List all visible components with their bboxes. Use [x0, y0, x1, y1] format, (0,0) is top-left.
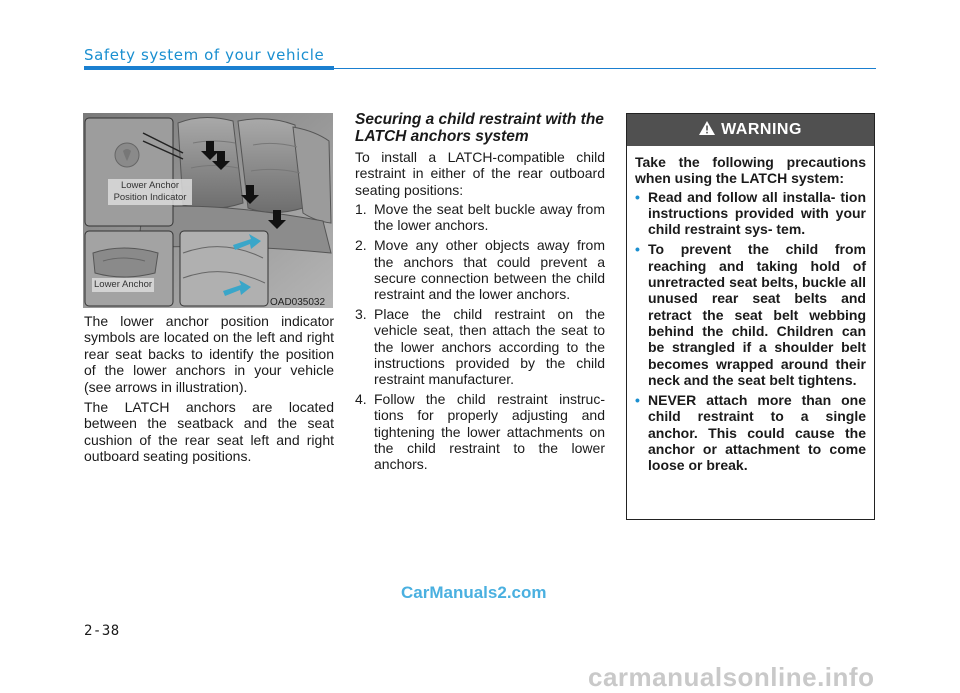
warning-item: • Read and follow all installa- tion instructions provided with your child restraint sys- tem.	[635, 188, 866, 238]
warning-item: • NEVER attach more than one child restraint to a single anchor. This could cause the anchor or attachment to come loose or break.	[635, 392, 866, 474]
section-title: Safety system of your vehicle	[84, 46, 325, 64]
step-item: 4. Follow the child restraint instruc- tions for properly adjusting and tightening the lower attachments on the child restraint to the lower anchors.	[355, 391, 605, 473]
install-steps	[355, 201, 605, 476]
lower-anchor-label: Lower Anchor	[94, 279, 153, 290]
warning-box	[626, 113, 875, 520]
latch-location-paragraph: The LATCH anchors are located between the seatback and the seat cushion of the rear seat left and right outboard seating positions.	[84, 399, 334, 465]
indicator-paragraph: The lower anchor position indicator symbols are located on the left and right rear seat backs to identify the position of the lower anchors in your vehicle (see arrows in illustration).	[84, 313, 334, 395]
warning-triangle-icon	[699, 121, 715, 140]
header-accent-bar	[84, 66, 334, 70]
warning-intro: Take the following precautions when using the LATCH system:	[635, 154, 866, 187]
watermark-carmanualsonline: carmanualsonline.info	[588, 662, 875, 692]
figure-code: OAD035032	[270, 297, 326, 308]
header-rule	[334, 68, 876, 69]
warning-item: • To prevent the child from reaching and taking hold of unretracted seat belts, buckle all unused rear seat belts and retract the seat belt webbing behind the child. Children can be strangled if a shoulder belt becomes wrapped around their neck and the seat belt tightens.	[635, 241, 866, 388]
page-number: 2-38	[84, 623, 120, 639]
latch-anchor-illustration	[83, 113, 333, 308]
install-intro: To install a LATCH-compatible child restraint in either of the rear outboard seating positions:	[355, 149, 605, 198]
position-indicator-label: Lower Anchor Position Indicator	[108, 179, 192, 205]
step-item: 1. Move the seat belt buckle away from the lower anchors.	[355, 201, 605, 234]
warning-list	[635, 189, 866, 474]
warning-title: WARNING	[721, 121, 802, 138]
watermark-carmanuals2: CarManuals2.com	[401, 583, 547, 602]
latch-subheading: Securing a child restraint with the LATCH anchors system	[355, 111, 604, 145]
step-item: 3. Place the child restraint on the vehicle seat, then attach the seat to the lower anchors according to the instructions provided by the child restraint manufacturer.	[355, 306, 605, 388]
step-item: 2. Move any other objects away from the anchors that could prevent a secure connection between the child restraint and the lower anchors.	[355, 237, 605, 303]
warning-header	[627, 114, 874, 146]
